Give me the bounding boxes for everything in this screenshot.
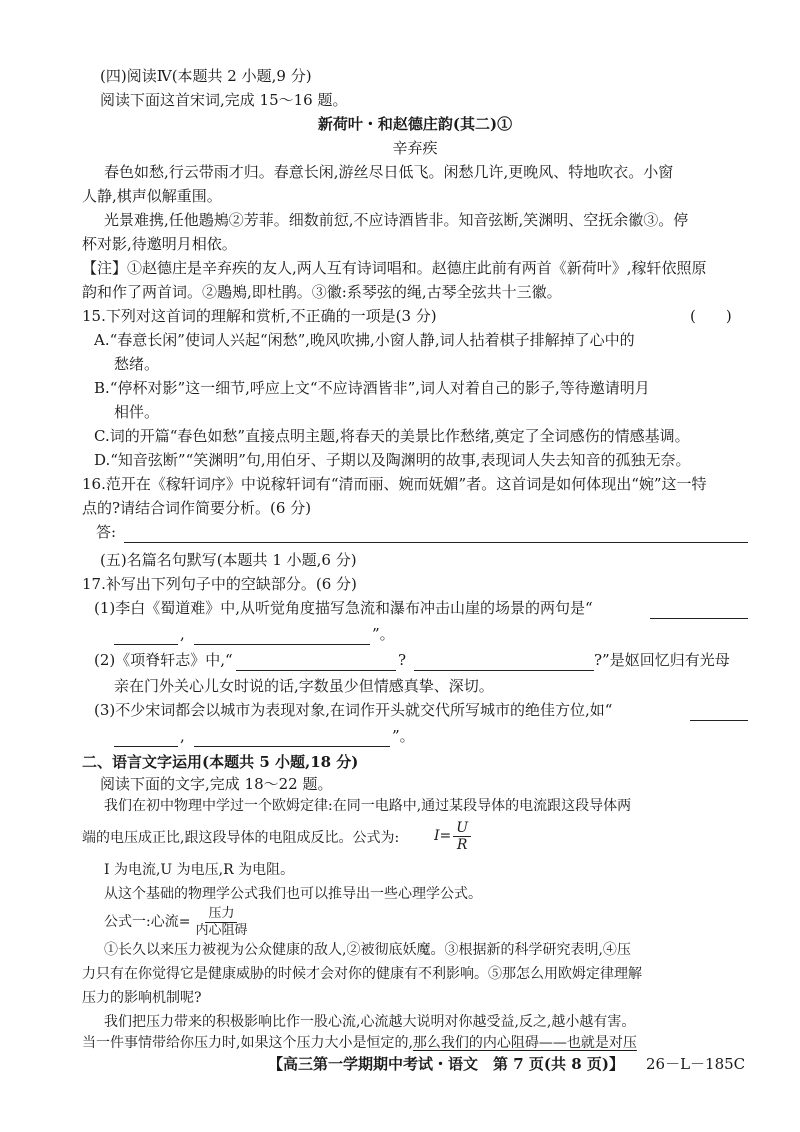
para4-cont: 力只有在你觉得它是健康威胁的时候才会对你的健康有不利影响。⑤那怎么用欧姆定律理解 <box>82 966 642 982</box>
formula-denominator: R <box>456 836 468 853</box>
formula1-fraction <box>192 906 250 939</box>
q17-item3-comma: , <box>180 727 185 745</box>
q17-item3-blank-b[interactable] <box>194 746 390 747</box>
poem-line: 光景难携,任他鶗鴂②芳菲。细数前愆,不应诗酒皆非。知音弦断,笑渊明、空抚余徽③。停 <box>104 211 689 229</box>
q15-option-b: B.“停杯对影”这一细节,呼应上文“不应诗酒皆非”,词人对着自己的影子,等待邀请明月 <box>94 379 650 397</box>
q15-option-c: C.词的开篇“春色如愁”直接点明主题,将春天的美景比作愁绪,奠定了全词感伤的情感基调。 <box>94 427 690 445</box>
exam-code: 26－L－185C <box>646 1055 746 1073</box>
q17-item3-end: ”。 <box>392 727 415 745</box>
poem-line: 春色如愁,行云带雨才归。春意长闲,游丝尽日低飞。闲愁几许,更晚风、特地吹衣。小窗 <box>104 163 674 181</box>
q17-item3-blank-a-cont[interactable] <box>114 746 178 747</box>
q15-answer-bracket[interactable]: ( ) <box>690 307 732 325</box>
q16-answer-line[interactable] <box>124 542 748 543</box>
page-footer: 【高三第一学期期中考试・语文 第 7 页(共 8 页)】 <box>268 1055 624 1073</box>
para4-cont: 压力的影响机制呢? <box>82 990 202 1006</box>
para2: I 为电流,U 为电压,R 为电阻。 <box>104 862 295 878</box>
para1-cont: 端的电压成正比,跟这段导体的电阻成反比。公式为: <box>82 830 400 846</box>
q17-item3-blank-a[interactable] <box>690 720 748 721</box>
q17-item3: (3)不少宋词都会以城市为表现对象,在词作开头就交代所写城市的绝佳方位,如“ <box>94 701 613 719</box>
q15-option-b-cont: 相伴。 <box>114 403 160 421</box>
poem-title: 新荷叶・和赵德庄韵(其二)① <box>317 115 513 133</box>
formula-fraction <box>453 820 471 853</box>
q17-item1: (1)李白《蜀道难》中,从听觉角度描写急流和瀑布冲击山崖的场景的两句是“ <box>94 599 593 617</box>
q17-item2-q2: ?”是妪回忆归有光母 <box>594 651 730 669</box>
q17-item2: (2)《项脊轩志》中,“ <box>94 651 233 669</box>
q15-option-d: D.“知音弦断”“笑渊明”句,用伯牙、子期以及陶渊明的故事,表现词人失去知音的孤独无奈。 <box>94 451 691 469</box>
part2-heading: 二、语言文字运用(本题共 5 小题,18 分) <box>82 753 359 771</box>
poem-author: 辛弃疾 <box>392 139 438 157</box>
q17-item1-blank-a[interactable] <box>650 618 748 619</box>
para3: 从这个基础的物理学公式我们也可以推导出一些心理学公式。 <box>104 886 482 902</box>
q17-stem: 17.补写出下列句子中的空缺部分。(6 分) <box>82 575 357 593</box>
formula1-denominator: 内心阻碍 <box>195 922 248 938</box>
section4-heading: (四)阅读Ⅳ(本题共 2 小题,9 分) <box>100 67 312 85</box>
q17-item1-comma: , <box>180 625 185 643</box>
poem-note: 韵和作了两首词。②鶗鴂,即杜鹃。③徽:系琴弦的绳,古琴全弦共十三徽。 <box>82 283 562 301</box>
q15-option-a-cont: 愁绪。 <box>114 355 160 373</box>
section5-heading: (五)名篇名句默写(本题共 1 小题,6 分) <box>100 551 357 569</box>
formula1-numerator: 压力 <box>205 906 237 923</box>
ohm-formula <box>434 814 554 858</box>
formula-lhs: I= <box>434 828 452 844</box>
para1: 我们在初中物理中学过一个欧姆定律:在同一电路中,通过某段导体的电流跟这段导体两 <box>104 798 632 814</box>
q16-answer-label: 答: <box>96 523 117 541</box>
poem-line: 杯对影,待邀明月相依。 <box>82 235 237 253</box>
para5-cont-plain: 当一件事情带给你压力时,如果这个压力大小是恒定的, <box>82 1035 413 1051</box>
part2-intro: 阅读下面的文字,完成 18～22 题。 <box>100 775 333 793</box>
para4: ①长久以来压力被视为公众健康的敌人,②被彻底妖魔。③根据新的科学研究表明,④压 <box>104 942 631 958</box>
q15-stem: 15.下列对这首词的理解和赏析,不正确的一项是(3 分) <box>82 307 437 325</box>
formula1-label: 公式一:心流= <box>104 914 191 930</box>
q17-item2-blank-b[interactable] <box>414 670 594 671</box>
q15-option-a: A.“春意长闲”使词人兴起“闲愁”,晚风吹拂,小窗人静,词人拈着棋子排解掉了心中的 <box>94 331 635 349</box>
q16-stem: 16.范开在《稼轩词序》中说稼轩词有“清而丽、婉而妩媚”者。这首词是如何体现出“婉”这一特 <box>82 475 707 493</box>
q17-item1-end: ”。 <box>372 625 395 643</box>
q17-item2-cont: 亲在门外关心儿女时说的话,字数虽少但情感真挚、深切。 <box>114 677 494 695</box>
poem-note: 【注】①赵德庄是辛弃疾的友人,两人互有诗词唱和。赵德庄此前有两首《新荷叶》,稼轩依照原 <box>82 259 707 277</box>
section4-intro: 阅读下面这首宋词,完成 15～16 题。 <box>100 91 348 109</box>
q17-item1-blank-b[interactable] <box>194 644 370 645</box>
formula-numerator: U <box>453 820 471 837</box>
poem-line: 人静,棋声似解重围。 <box>82 187 222 205</box>
q17-item2-q1: ? <box>398 651 407 669</box>
q17-item1-blank-a-cont[interactable] <box>114 644 178 645</box>
para5-cont-underlined: 那么我们的内心阻碍——也就是对压 <box>412 1035 637 1051</box>
para5-cont <box>82 1032 748 1054</box>
para5: 我们把压力带来的积极影响比作一股心流,心流越大说明对你越受益,反之,越小越有害。 <box>104 1014 636 1030</box>
q16-stem-cont: 点的?请结合词作简要分析。(6 分) <box>82 499 312 517</box>
q17-item2-blank-a[interactable] <box>236 670 396 671</box>
